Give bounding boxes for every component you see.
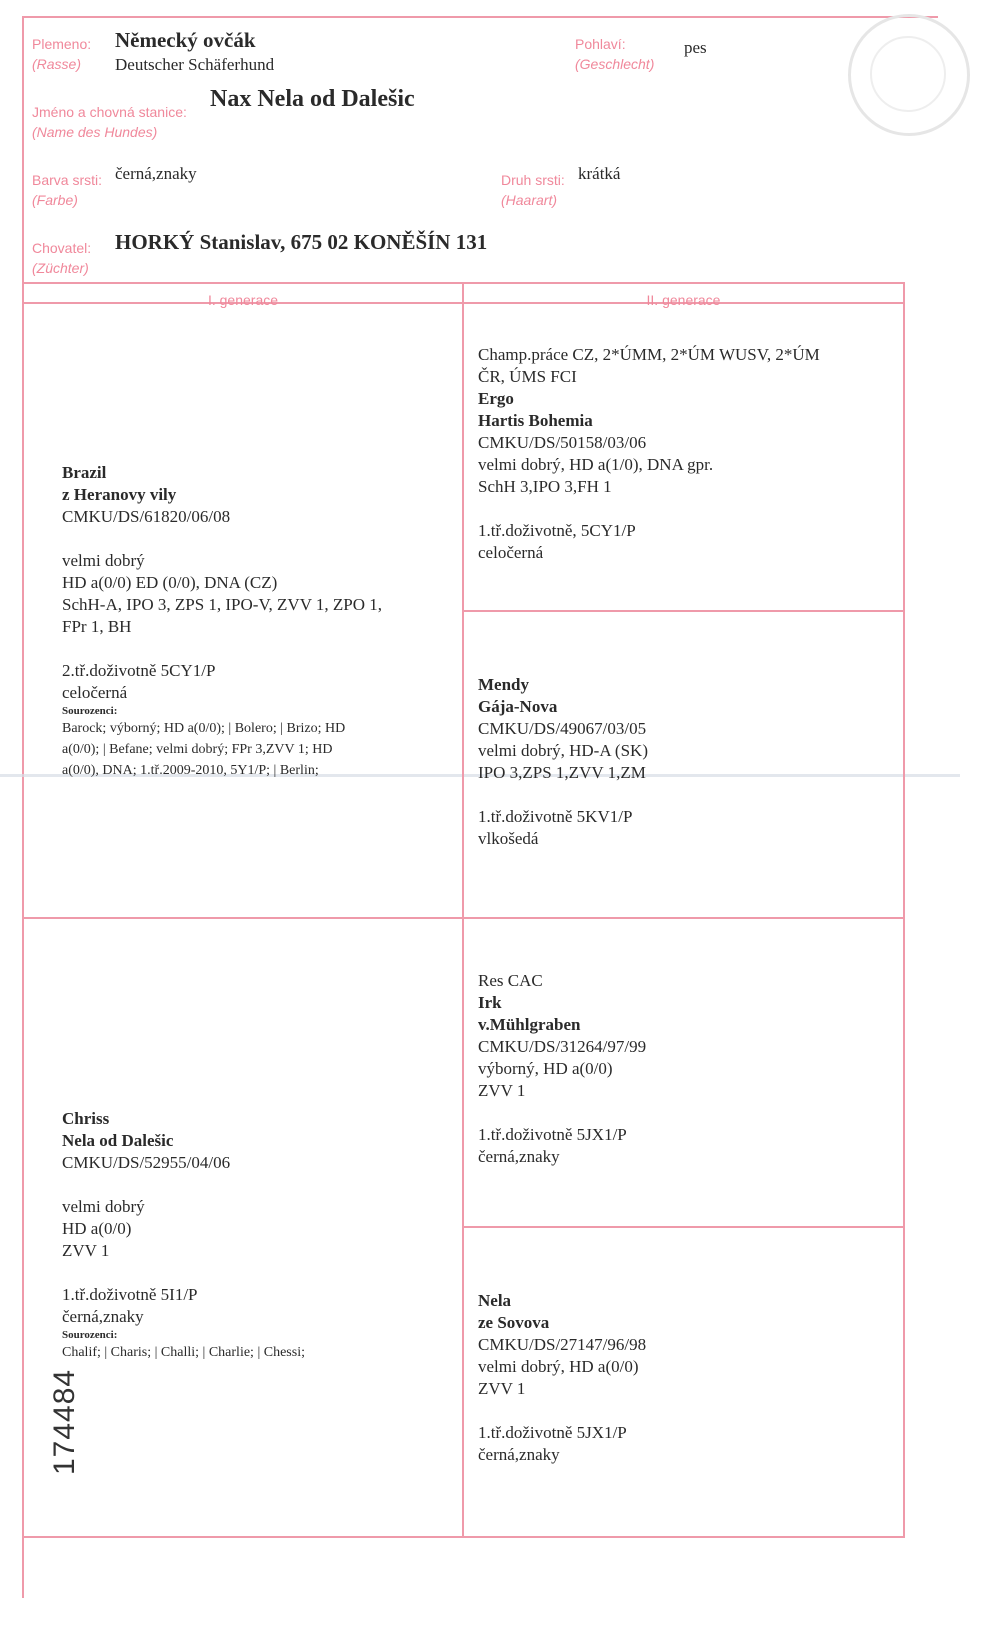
ds-reg: CMKU/DS/31264/97/99	[478, 1037, 647, 1056]
ss-sd-divider	[462, 610, 905, 612]
sd-name: Mendy	[478, 675, 529, 694]
ss-kennel: Hartis Bohemia	[478, 411, 593, 430]
dd-exams: ZVV 1	[478, 1379, 526, 1398]
sire-siblings-2: a(0/0); | Befane; velmi dobrý; FPr 3,ZVV 1; HD	[62, 742, 333, 757]
color-label: Barva srsti: (Farbe)	[32, 172, 103, 208]
sire-health: HD a(0/0) ED (0/0), DNA (CZ)	[62, 573, 278, 592]
dd-name: Nela	[478, 1291, 512, 1310]
dam-siblings-label: Sourozenci:	[62, 1329, 118, 1341]
coat-label: Druh srsti: (Haarart)	[501, 172, 565, 208]
ds-dd-divider	[462, 1226, 905, 1228]
dd-class: 1.tř.doživotně 5JX1/P	[478, 1423, 627, 1442]
sire-reg: CMKU/DS/61820/06/08	[62, 507, 231, 526]
breed-cz: Německý ovčák	[115, 28, 256, 52]
ss-titles-2: ČR, ÚMS FCI	[478, 367, 577, 386]
sd-reg: CMKU/DS/49067/03/05	[478, 719, 647, 738]
ds-class: 1.tř.doživotně 5JX1/P	[478, 1125, 627, 1144]
dam-class: 1.tř.doživotně 5I1/P	[62, 1285, 198, 1304]
dd-kennel: ze Sovova	[478, 1313, 550, 1332]
breeder-label: Chovatel: (Züchter)	[32, 240, 92, 276]
dam-kennel: Nela od Dalešic	[62, 1131, 174, 1150]
sire-sire-cell	[478, 344, 898, 564]
column-divider	[462, 282, 464, 1538]
ss-reg: CMKU/DS/50158/03/06	[478, 433, 647, 452]
sire-eval: velmi dobrý	[62, 551, 145, 570]
sire-exams-2: FPr 1, BH	[62, 617, 132, 636]
generation-1-header: I. generace	[207, 292, 279, 308]
shepherd-head-icon	[870, 36, 946, 112]
sire-exams: SchH-A, IPO 3, ZPS 1, IPO-V, ZVV 1, ZPO 1,	[62, 595, 383, 614]
sire-siblings-3: a(0/0), DNA; 1.tř.2009-2010, 5Y1/P; | Berlin;	[62, 763, 319, 778]
dog-name: Nax Nela od Dalešic	[210, 86, 415, 112]
ss-color: celočerná	[478, 543, 544, 562]
ds-name: Irk	[478, 993, 502, 1012]
dam-dam-cell	[478, 1290, 898, 1466]
sex-value: pes	[684, 38, 707, 57]
ss-eval: velmi dobrý, HD a(1/0), DNA gpr.	[478, 455, 714, 474]
sire-siblings-1: Barock; výborný; HD a(0/0); | Bolero; | Brizo; HD	[62, 721, 346, 736]
sire-dam-divider	[22, 917, 905, 919]
dam-siblings-1: Chalif; | Charis; | Challi; | Charlie; | Chessi;	[62, 1345, 305, 1360]
sd-color: vlkošedá	[478, 829, 539, 848]
dam-exams: ZVV 1	[62, 1241, 110, 1260]
sire-cell	[62, 462, 452, 781]
registration-number: 174484	[48, 1368, 81, 1475]
sd-class: 1.tř.doživotně 5KV1/P	[478, 807, 633, 826]
dd-eval: velmi dobrý, HD a(0/0)	[478, 1357, 639, 1376]
sire-color: celočerná	[62, 683, 128, 702]
ds-exams: ZVV 1	[478, 1081, 526, 1100]
sd-exams: IPO 3,ZPS 1,ZVV 1,ZM	[478, 763, 646, 782]
coat-value: krátká	[578, 164, 621, 183]
sire-kennel: z Heranovy vily	[62, 485, 177, 504]
sire-siblings-label: Sourozenci:	[62, 705, 118, 717]
right-border	[903, 282, 905, 1538]
name-label: Jméno a chovná stanice: (Name des Hundes)	[32, 104, 187, 140]
bottom-border	[22, 1536, 905, 1538]
ds-titles: Res CAC	[478, 971, 543, 990]
sex-label: Pohlaví: (Geschlecht)	[575, 36, 655, 72]
dam-sire-cell	[478, 970, 898, 1168]
sire-class: 2.tř.doživotně 5CY1/P	[62, 661, 216, 680]
ss-titles-1: Champ.práce CZ, 2*ÚMM, 2*ÚM WUSV, 2*ÚM	[478, 345, 820, 364]
dam-eval: velmi dobrý	[62, 1197, 145, 1216]
ds-eval: výborný, HD a(0/0)	[478, 1059, 613, 1078]
ds-color: černá,znaky	[478, 1147, 560, 1166]
sire-name: Brazil	[62, 463, 107, 482]
breeder-value: HORKÝ Stanislav, 675 02 KONĚŠÍN 131	[115, 230, 488, 254]
dam-color: černá,znaky	[62, 1307, 144, 1326]
sire-dam-cell	[478, 674, 898, 850]
sd-kennel: Gája-Nova	[478, 697, 558, 716]
breed-label: Plemeno: (Rasse)	[32, 36, 92, 72]
breed-de: Deutscher Schäferhund	[115, 55, 275, 74]
ds-kennel: v.Mühlgraben	[478, 1015, 581, 1034]
ss-name: Ergo	[478, 389, 514, 408]
color-value: černá,znaky	[115, 164, 197, 183]
dam-cell	[62, 1108, 452, 1363]
ss-class: 1.tř.doživotně, 5CY1/P	[478, 521, 636, 540]
dam-health: HD a(0/0)	[62, 1219, 132, 1238]
ss-exams: SchH 3,IPO 3,FH 1	[478, 477, 612, 496]
dd-color: černá,znaky	[478, 1445, 560, 1464]
generation-2-header: II. generace	[646, 292, 721, 308]
sd-eval: velmi dobrý, HD-A (SK)	[478, 741, 648, 760]
dam-reg: CMKU/DS/52955/04/06	[62, 1153, 231, 1172]
dam-name: Chriss	[62, 1109, 110, 1128]
dd-reg: CMKU/DS/27147/96/98	[478, 1335, 647, 1354]
